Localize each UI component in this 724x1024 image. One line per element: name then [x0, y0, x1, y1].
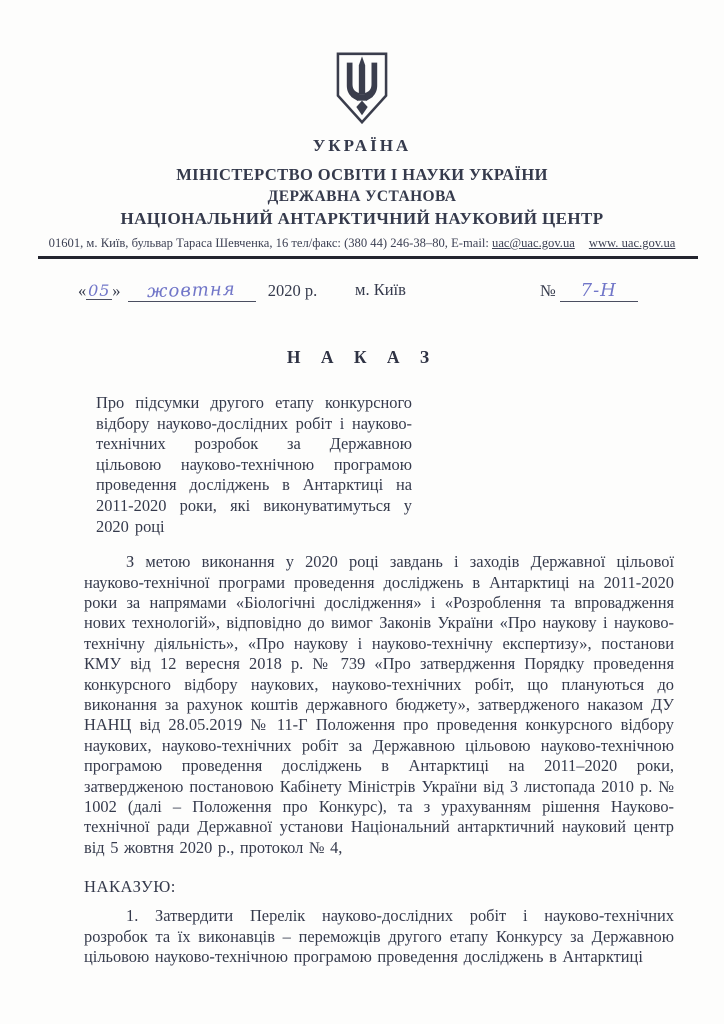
contact-line — [0, 236, 724, 251]
header-divider — [38, 256, 698, 259]
date-field — [78, 280, 317, 302]
country-label: УКРАЇНА — [312, 136, 412, 155]
close-quote: » — [112, 281, 121, 300]
website-address: www. uac.gov.ua — [588, 236, 676, 250]
handwritten-month: жовтня — [147, 278, 237, 303]
order-preamble: З метою виконання у 2020 році завдань і заходів Державної цільової науково-технічної програми проведення досліджень в Антарктиці на 2011-2020 роки за напрямами «Біологічні дослідження» і «Розроблення та впровадження нових технологій», відповідно до вимог Законів України «Про наукову і науково-технічну діяльність», «Про наукову і науково-технічну експертизу», постанови КМУ від 12 вересня 2018 р. № 739 «Про затвердження Порядку проведення конкурсного відбору наукових, науково-технічних робіт, що плануються до виконання за рахунок коштів державного бюджету», затвердженого наказом ДУ НАНЦ від 28.05.2019 № 11-Г Положення про проведення конкурсного відбору наукових, науково-технічних робіт за Державною цільовою науково-технічною програмою проведення досліджень в Антарктиці на 2011–2020 роки, затвердженою постановою Кабінету Міністрів України від 3 листопада 2010 р. № 1002 (далі – Положення про Конкурс), та з урахуванням рішення Науково-технічної ради Державної установи Національний антарктичний науковий центр від 5 жовтня 2020 р., протокол № 4, — [84, 552, 674, 857]
institution-type: ДЕРЖАВНА УСТАНОВА — [267, 188, 457, 205]
institution-name: НАЦІОНАЛЬНИЙ АНТАРКТИЧНИЙ НАУКОВИЙ ЦЕНТР — [120, 209, 604, 228]
decree-word: НАКАЗУЮ: — [84, 877, 176, 897]
handwritten-day: 05 — [88, 281, 111, 300]
email-address: uac@uac.gov.ua — [492, 236, 575, 250]
contact-address: 01601, м. Київ, бульвар Тараса Шевченка, 16 тел/факс: (380 44) 246-38–80, E-mail: — [48, 236, 493, 250]
ukraine-trident-emblem-icon — [330, 50, 394, 126]
city-label: м. Київ — [355, 280, 406, 299]
order-subject: Про підсумки другого етапу конкурсного відбору науково-дослідних робіт і науково-технічних розробок за Державною цільовою науково-технічною програмою проведення досліджень в Антарктиці на 2011-2020 роки, які виконуватимуться у 2020 році — [96, 393, 412, 536]
order-item-1: 1. Затвердити Перелік науково-дослідних робіт і науково-технічних розробок та їх виконавців – переможців другого етапу Конкурсу за Державною цільовою науково-технічною програмою проведення досліджень в Антарктиці — [84, 906, 674, 967]
year-label: 2020 р. — [263, 281, 318, 300]
open-quote: « — [78, 281, 87, 300]
handwritten-order-number: 7-Н — [560, 280, 638, 302]
letterhead — [0, 0, 724, 251]
month-blank-line — [128, 280, 256, 302]
date-row — [78, 275, 672, 311]
ministry-name: МІНІСТЕРСТВО ОСВІТИ І НАУКИ УКРАЇНИ — [176, 165, 548, 184]
order-number-field — [540, 280, 638, 302]
order-title: Н А К А З — [286, 347, 438, 367]
number-sign: № — [540, 281, 556, 300]
